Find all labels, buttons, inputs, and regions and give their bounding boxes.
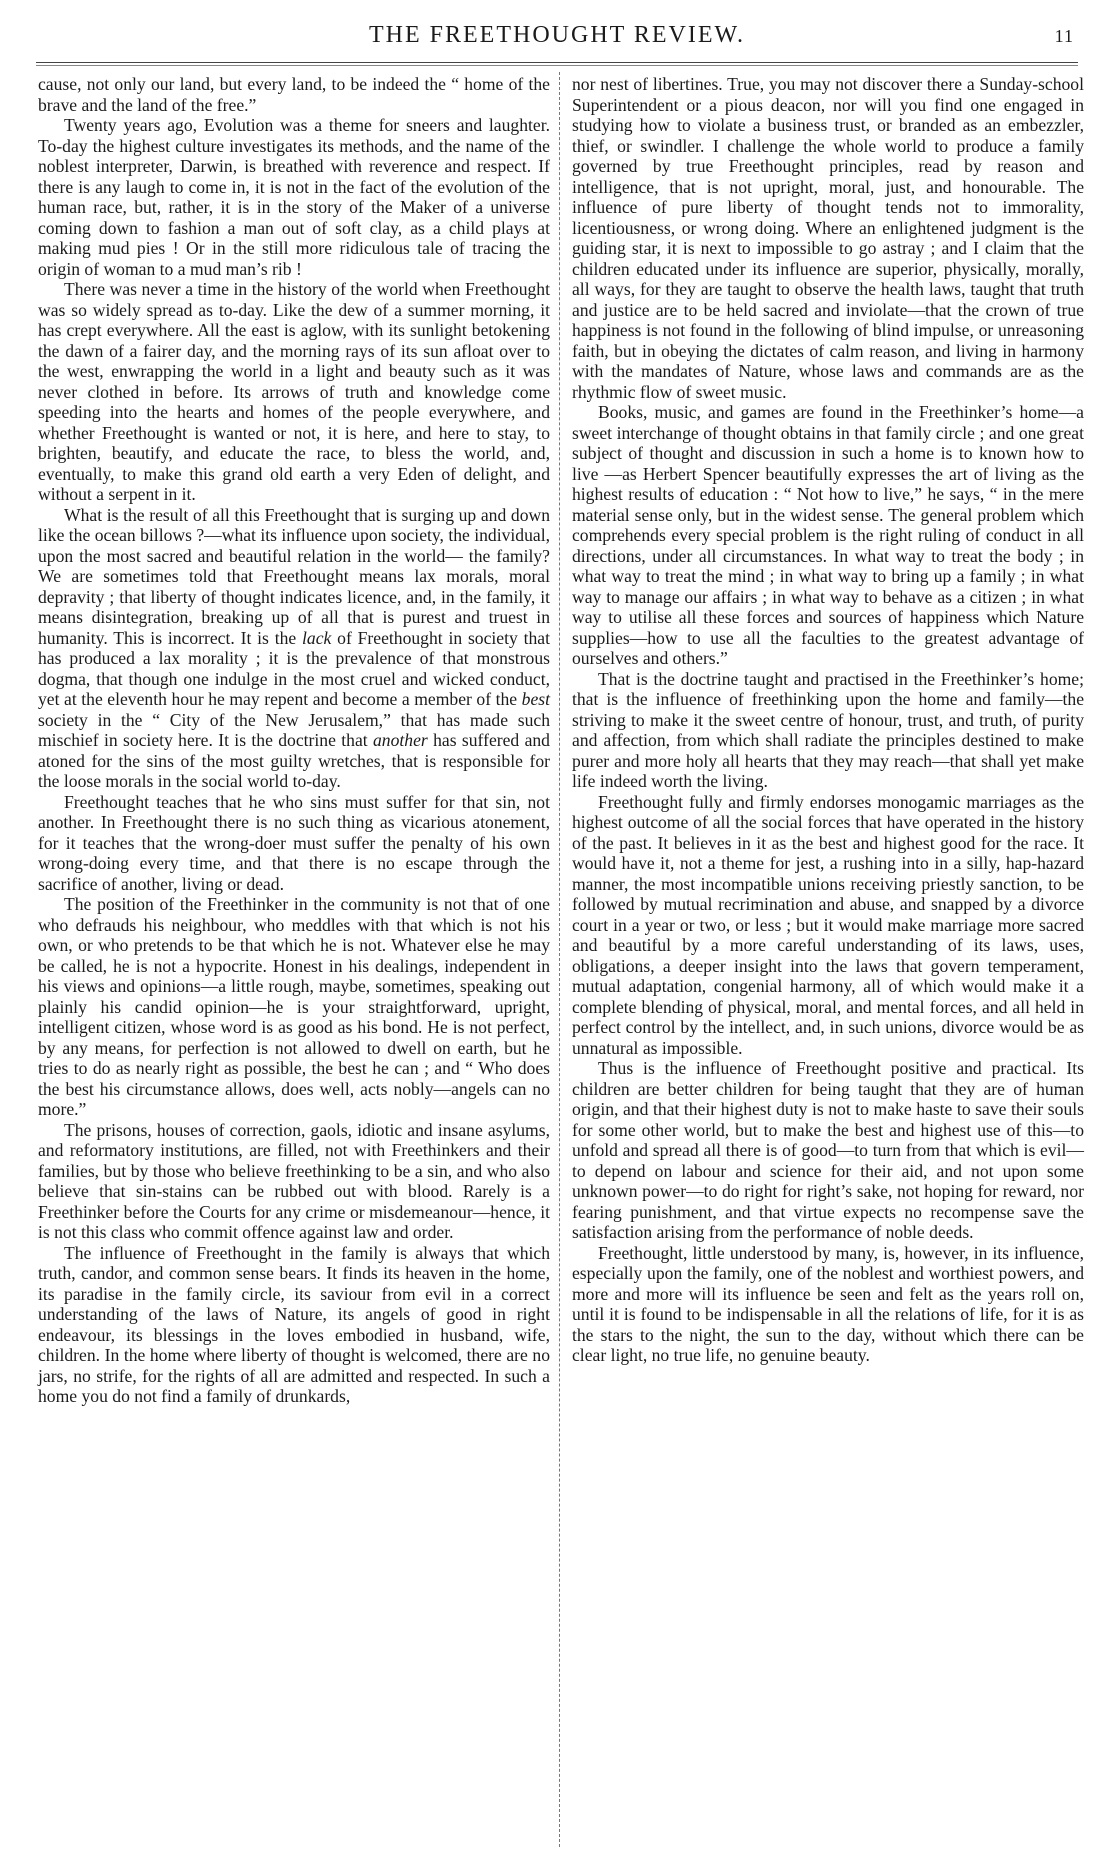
paragraph: nor nest of libertines. True, you may not discover there a Sunday-school Superintendent or a pious deacon, nor will you find one engaged in studying how to violate a business trust, or branded as an embezzler, thief, or swindler. I challenge the whole world to produce a family governed by true Freethought principles, read by reason and intelligence, that is not upright, moral, just, and honourable. The influence of pure liberty of thought tends not to immorality, licentiousness, or wrong doing. Where an enlightened judgment is the guiding star, it is next to impossible to go astray ; and I claim that the children educated under its influence are superior, physically, morally, all ways, for they are taught to observe the health laws, taught that truth and justice are to be held sacred and inviolate—that the crown of true happiness is not found in the following of blind impulse, or unreasoning faith, but in obeying the dictates of calm reason, and living in harmony with the mandates of Nature, whose laws and commands are as the rhythmic flow of sweet music.	[572, 74, 1084, 402]
text-run: has suffered and atoned for the sins of the most guilty wretches, that is responsible for the loose morals in the social world to-day.	[38, 730, 550, 791]
paragraph: That is the doctrine taught and practised in the Freethinker’s home; that is the influence of freethinking upon the home and family—the striving to make it the sweet centre of honour, trust, and truth, of purity and affection, from which shall radiate the principles destined to make purer and more holy all hearts that they may reach—that shall yet make life indeed worth the living.	[572, 668, 1084, 791]
left-column	[38, 74, 550, 1407]
paragraph: Thus is the influence of Freethought positive and practical. Its children are better children for being taught that they are of human origin, and that their highest duty is not to make haste to save their souls for some other world, but to make the best and highest use of this—to unfold and spread all there is of good—to turn from that which is evil—to depend on labour and science for their aid, and not upon some unknown power—to do right for right’s sake, not hoping for reward, nor fearing punishment, and that virtue expects no recompense save the satisfaction arising from the performance of noble deeds.	[572, 1058, 1084, 1242]
header-rule	[36, 62, 1078, 63]
text-run: What is the result of all this Freethought that is surging up and down like the ocean billows ?—what its influence upon society, the individual, upon the most sacred and beautiful relation in the world— the family? We are sometimes told that Freethought means lax morals, moral depravity ; that liberty of thought indicates licence, and, in the family, it means disintegration, breaking up of all that is purest and truest in humanity. This is incorrect. It is the	[38, 504, 550, 648]
paragraph: Freethought, little understood by many, is, however, in its influence, especially upon the family, one of the noblest and worthiest powers, and more and more will its influence be seen and felt as the years roll on, until it is found to be indispensable in all the relations of life, for it is as the stars to the night, the sun to the day, without which there can be clear light, no true life, no genuine beauty.	[572, 1242, 1084, 1365]
paragraph: Freethought fully and firmly endorses monogamic marriages as the highest outcome of all the social forces that have operated in the history of the past. It believes in it as the best and highest good for the race. It would have it, not a theme for jest, a rushing into in a silly, hap-hazard manner, the most incompatible unions receiving priestly sanction, to be followed by mutual recrimination and abuse, and snapped by a divorce court in a year or two, or less ; but it would make marriage more sacred and beautiful by a more careful understanding of its laws, uses, obligations, a deeper insight into the laws that govern temperament, mutual adaptation, congenial harmony, all of which would make it a complete blending of physical, moral, and mental forces, and all held in perfect control by the intellect, and, in such unions, divorce would be as unnatural as impossible.	[572, 791, 1084, 1058]
paragraph: The influence of Freethought in the family is always that which truth, candor, and common sense bears. It finds its heaven in the home, its paradise in the family circle, its saviour from evil in a correct understanding of the laws of Nature, its angels of good in right endeavour, its blessings in the loves embodied in husband, wife, children. In the home where liberty of thought is welcomed, there are no jars, no strife, for the rights of all are admitted and respected. In such a home you do not find a family of drunkards,	[38, 1242, 550, 1406]
page-number: 11	[1054, 26, 1074, 46]
paragraph: The position of the Freethinker in the community is not that of one who defrauds his neighbour, who meddles with that which is not his own, or who pretends to be that which he is not. Whatever else he may be called, he is not a hypocrite. Honest in his dealings, independent in his views and opinions—a little rough, maybe, sometimes, speaking out plainly his candid opinion—he is your straightforward, upright, intelligent citizen, whose word is as good as his bond. He is not perfect, by any means, for perfection is not allowed to dwell on earth, but he tries to do as nearly right as possible, the best he can ; and “ Who does the best his circumstance allows, does well, acts nobly—angels can no more.”	[38, 894, 550, 1119]
paragraph	[38, 505, 550, 792]
paragraph: Twenty years ago, Evolution was a theme for sneers and laughter. To-day the highest culture investigates its methods, and the name of the noblest interpreter, Darwin, is breathed with reverence and respect. If there is any laugh to come in, it is not in the fact of the evolution of the human race, but, rather, it is in the story of the Maker of a universe coming down to fashion a man out of soft clay, as a child plays at making mud pies ! Or in the still more ridiculous tale of tracing the origin of woman to a mud man’s rib !	[38, 115, 550, 279]
italic-word: another	[373, 730, 428, 750]
text-run: society in the “ City of the New Jerusalem,” that has made such mischief in society here. It is the doctrine that	[38, 709, 550, 750]
right-column	[572, 74, 1084, 1366]
paragraph: There was never a time in the history of the world when Freethought was so widely spread as to-day. Like the dew of a summer morning, it has crept everywhere. All the east is aglow, with its sunlight betokening the dawn of a fairer day, and the morning rays of its sun afloat over to the west, enwrapping the world in a light and beauty such as it was never clothed in before. Its arrows of truth and knowledge come speeding into the hearts and homes of the people everywhere, and whether Freethought is wanted or not, it is here, and here to stay, to brighten, beautify, and educate the race, to bless the world, and, eventually, to make this grand old earth a very Eden of delight, and without a serpent in it.	[38, 279, 550, 504]
page-header	[36, 18, 1078, 58]
column-divider	[559, 72, 560, 1847]
italic-word: lack	[302, 627, 332, 648]
text-run: of Freethought in society that has produced a lax morality ; it is the prevalence of that monstrous dogma, that though one indulge in the most cruel and wicked conduct, yet at the eleventh hour he may repent and become a member of the	[38, 627, 550, 709]
italic-word: best	[521, 689, 550, 709]
paragraph: Books, music, and games are found in the Freethinker’s home—a sweet interchange of thought obtains in that family circle ; and one great subject of thought and discussion in such a home is to known how to live —as Herbert Spencer beautifully expresses the art of living as the highest results of education : “ Not how to live,” he says, “ in the mere material sense only, but in the widest sense. The general problem which comprehends every special problem is the right ruling of conduct in all directions, under all circumstances. In what way to treat the body ; in what way to treat the mind ; in what way to bring up a family ; in what way to manage our affairs ; in what way to behave as a citizen ; in what way to utilise all these forces and sources of happiness which Nature supplies—how to use all the faculties to the greatest advantage of ourselves and others.”	[572, 402, 1084, 668]
paragraph: The prisons, houses of correction, gaols, idiotic and insane asylums, and reformatory institutions, are filled, not with Freethinkers and their families, but by those who believe freethinking to be a sin, and who also believe that sin-stains can be rubbed out with blood. Rarely is a Freethinker before the Courts for any crime or misdemeanour—hence, it is not this class who commit offence against law and order.	[38, 1119, 550, 1242]
running-title: THE FREETHOUGHT REVIEW.	[369, 22, 745, 48]
paragraph: Freethought teaches that he who sins must suffer for that sin, not another. In Freethought there is no such thing as vicarious atonement, for it teaches that the wrong-doer must suffer the penalty of his own wrong-doing every time, and that there is no escape through the sacrifice of another, living or dead.	[38, 791, 550, 894]
paragraph: cause, not only our land, but every land, to be indeed the “ home of the brave and the land of the free.”	[38, 74, 550, 115]
header-rule-secondary	[36, 65, 1078, 66]
